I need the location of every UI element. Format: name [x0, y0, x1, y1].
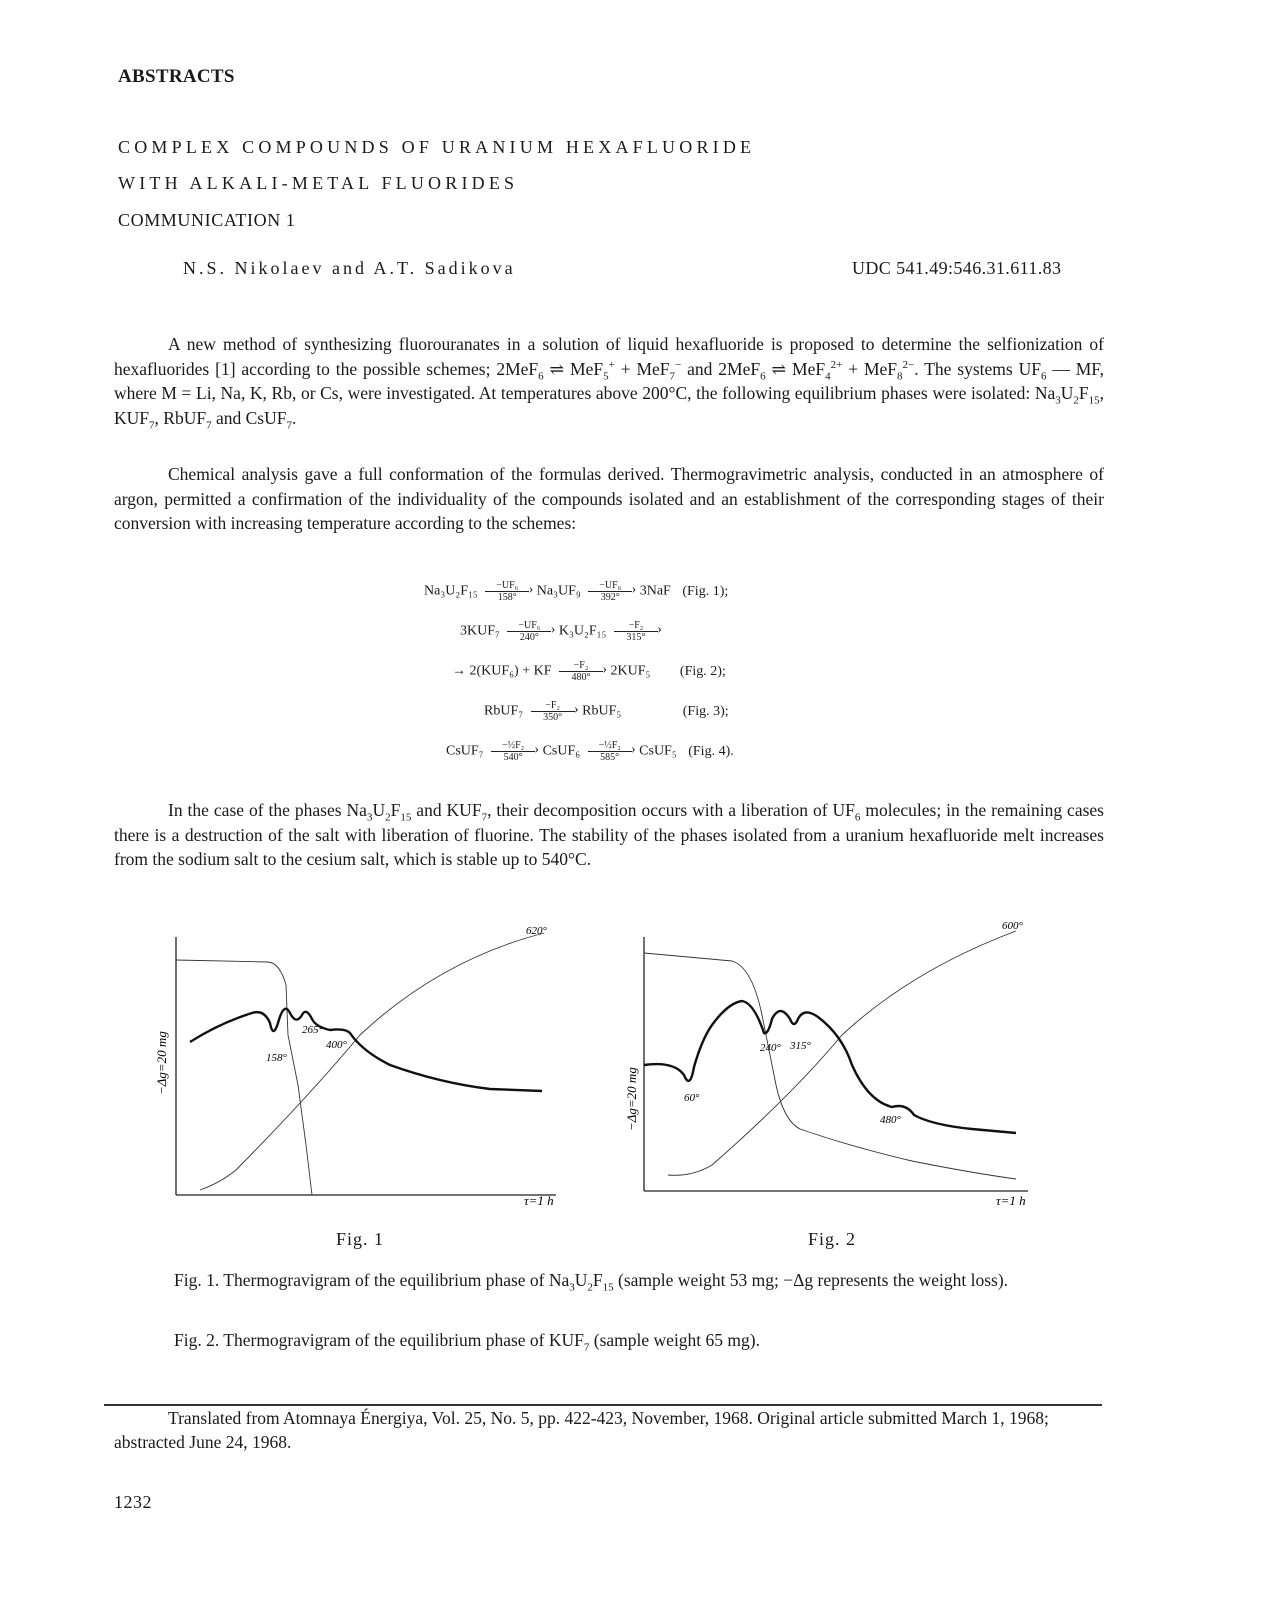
fig1-temp-label: 620° [526, 925, 547, 937]
scheme-row-3: → 2(KUF₆) + KF −F₂ › 480° 2KUF₅ (Fig. 2); [452, 660, 726, 683]
fig1-peak-400: 400° [326, 1039, 347, 1051]
authors: N.S. Nikolaev and A.T. Sadikova [183, 258, 516, 278]
figure-1-thermogravigram [140, 915, 580, 1215]
fig1-caption: Fig. 1. Thermogravigram of the equilibrium phase of $Na_3U_2F_{15}$ (sample weight 53 mg; −Δg represents the weight loss). [174, 1270, 1009, 1294]
paragraph-stability: In the case of the phases $Na_3U_2F_{15}$ and $KUF_7$, their decomposition occurs with a liberation of $UF_6$ molecules; in the remaining cases there is a destruction of the salt with liberation of fluorine. The stability of the phases isolated from a uranium hexafluoride melt increases from the sodium salt to the cesium salt, which is stable up to 540°C. [114, 800, 1104, 869]
scheme-row-2: 3KUF₇ −UF₆ › 240° K₃U₂F₁₅ −F₂ › 315° [460, 620, 662, 643]
translation-footnote: Translated from Atomnaya Énergiya, Vol. 25, No. 5, pp. 422-423, November, 1968. Original article submitted March 1, 1968; abstracted June 24, 1968. [114, 1408, 1049, 1452]
fig2-y-label: −Δg=20 mg [624, 1067, 639, 1131]
page-number: 1232 [114, 1492, 152, 1512]
fig1-x-label: τ=1 h [524, 1193, 554, 1208]
fig1-peak-158: 158° [266, 1052, 287, 1064]
fig2-label: Fig. 2 [808, 1229, 857, 1249]
fig2-temperature-curve [668, 931, 1016, 1175]
fig1-weight-curve [176, 960, 312, 1195]
fig1-dta-curve [190, 1009, 542, 1091]
scheme-row-4: RbUF₇ −F₂ › 350° RbUF₅ (Fig. 3); [484, 700, 729, 723]
fig1-y-label: −Δg=20 mg [154, 1031, 169, 1095]
figure-2-thermogravigram [612, 915, 1052, 1215]
article-title-line-1: COMPLEX COMPOUNDS OF URANIUM HEXAFLUORIDE [118, 137, 756, 157]
section-heading: ABSTRACTS [118, 66, 235, 87]
scheme-row-1: Na₃U₂F₁₅ −UF₆ › 158° Na₃UF₉ −UF₆ › 392° 3NaF (Fig. 1); [424, 580, 728, 603]
fig2-peak-480: 480° [880, 1114, 901, 1126]
fig1-label: Fig. 1 [336, 1229, 385, 1249]
fig2-peak-315: 315° [790, 1040, 811, 1052]
fig1-temperature-curve [200, 933, 544, 1190]
udc-code: UDC 541.49:546.31.611.83 [852, 258, 1062, 278]
fig2-x-label: τ=1 h [996, 1193, 1026, 1208]
fig2-weight-curve [644, 953, 1016, 1179]
fig2-temp-label: 600° [1002, 920, 1023, 932]
paragraph-intro: A new method of synthesizing fluorouranates in a solution of liquid hexafluoride is proposed to determine the selfionization of hexafluorides [1] according to the possible schemes; 2MeF$_6$ ⇌ MeF$_5$+ + MeF$_7$− and 2MeF$_6$ ⇌ MeF$_4^{2+}$ + MeF$_8^{2-}$. The systems $UF_6$ — MF, where M = Li, Na, K, Rb, or Cs, were investigated. At temperatures above 200°C, the following equilibrium phases were isolated: $Na_3U_2F_{15}$, $KUF_7$, RbUF$_7$ and CsUF$_7$. [114, 334, 1104, 431]
article-title-line-2: WITH ALKALI-METAL FLUORIDES [118, 173, 519, 193]
fig2-dta-curve [644, 1001, 1016, 1133]
article-subtitle: COMMUNICATION 1 [118, 210, 296, 230]
paragraph-analysis: Chemical analysis gave a full conformation of the formulas derived. Thermogravimetric analysis, conducted in an atmosphere of argon, permitted a confirmation of the individuality of the compounds isolated and an establishment of the corresponding stages of their conversion with increasing temperature according to the schemes: [114, 464, 1104, 533]
fig2-peak-240: 240° [760, 1042, 781, 1054]
scheme-row-5: CsUF₇ −½F₂ › 540° CsUF₆ −½F₂ › 585° CsUF₅ (Fig. 4). [446, 740, 734, 763]
fig1-peak-265: 265° [302, 1024, 323, 1036]
fig2-caption: Fig. 2. Thermogravigram of the equilibrium phase of $KUF_7$ (sample weight 65 mg). [174, 1330, 760, 1354]
fig2-peak-60: 60° [684, 1092, 700, 1104]
